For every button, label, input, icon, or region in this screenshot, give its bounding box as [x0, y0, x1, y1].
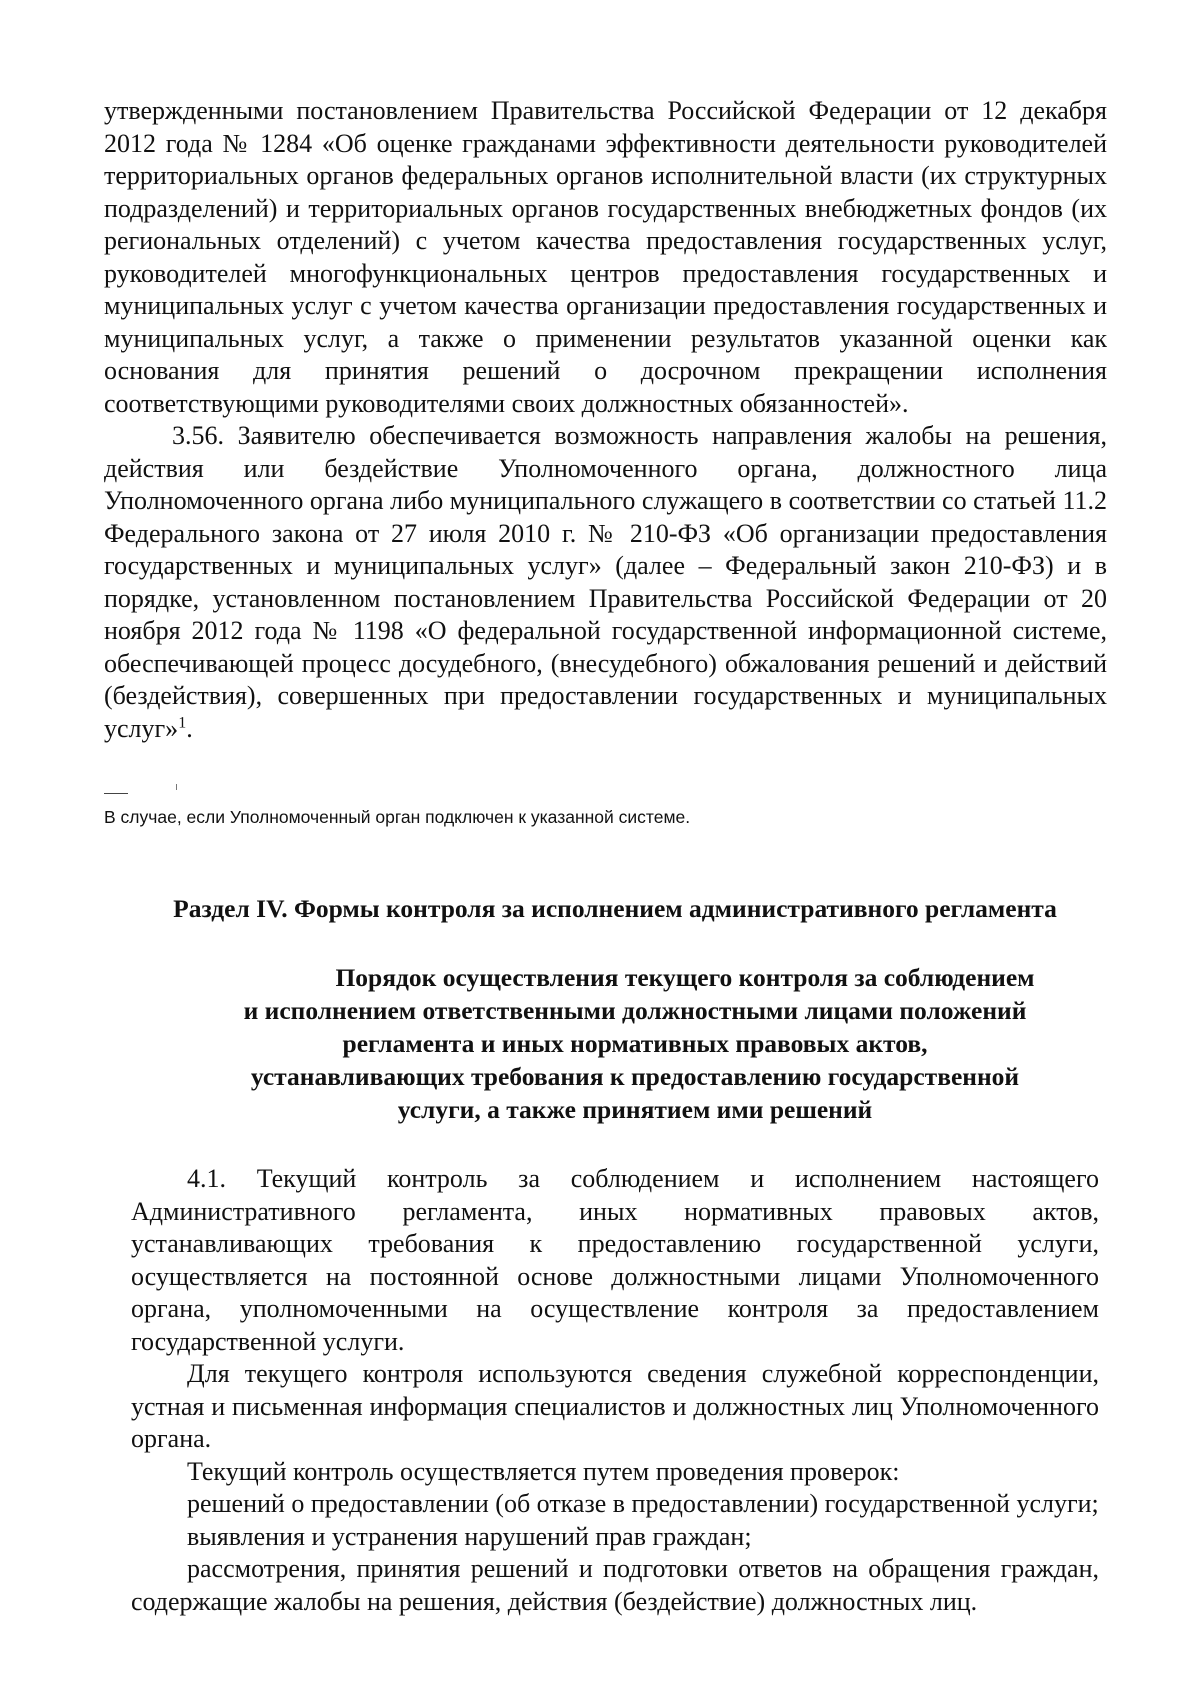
section-subtitle	[190, 961, 1080, 1126]
footnote-separator	[104, 793, 128, 794]
subtitle-line: регламента и иных нормативных правовых актов,	[342, 1029, 928, 1058]
paragraph-4-1: 4.1. Текущий контроль за соблюдением и исполнением настоящего Административного регламента, иных нормативных правовых актов, устанавливающих требования к предоставлению государственной услуги, осуществляется на постоянной основе должностными лицами Уполномоченного органа, уполномоченными на осуществление контроля за предоставлением государственной услуги.	[131, 1164, 1099, 1356]
subtitle-line: услуги, а также принятием ими решений	[397, 1095, 873, 1124]
check-item-violations: выявления и устранения нарушений прав граждан;	[187, 1521, 752, 1551]
lower-text-block	[131, 1163, 1099, 1618]
footnote-text: В случае, если Уполномоченный орган подключен к указанной системе.	[104, 807, 691, 827]
check-item-decisions: решений о предоставлении (об отказе в предоставлении) государственной услуги;	[187, 1489, 1099, 1518]
subtitle-line: и исполнением ответственными должностными лицами положений	[243, 996, 1027, 1025]
section-title: Раздел IV. Формы контроля за исполнением административного регламента	[173, 894, 1057, 923]
footnote-reference: 1	[178, 713, 187, 731]
check-item-appeals: рассмотрения, принятия решений и подготовки ответов на обращения граждан, содержащие жалобы на решения, действия (бездействие) должностных лиц.	[131, 1554, 1099, 1616]
subtitle-line: Порядок осуществления текущего контроля за соблюдением	[335, 963, 1035, 992]
upper-text-block	[104, 95, 1107, 745]
paragraph-checks-intro: Текущий контроль осуществляется путем проведения проверок:	[187, 1456, 900, 1486]
scan-mark	[176, 784, 177, 790]
paragraph-3-56-text: 3.56. Заявителю обеспечивается возможность направления жалобы на решения, действия или бездействие Уполномоченного органа, должностного лица Уполномоченного органа либо муниципального служащего в соответствии со статьей 11.2 Федерального закона от 27 июля 2010 г. № 210-ФЗ «Об организации предоставления государственных и муниципальных услуг» (далее – Федеральный закон 210-ФЗ) и в порядке, установленном постановлением Правительства Российской Федерации от 20 ноября 2012 года № 1198 «О федеральной государственной информационной системе, обеспечивающей процесс досудебного, (внесудебного) обжалования решений и действий (бездействия), совершенных при предоставлении государственных и муниципальных услуг»	[104, 421, 1107, 743]
subtitle-line: устанавливающих требования к предоставлению государственной	[250, 1062, 1020, 1091]
paragraph-3-56-end: .	[186, 713, 193, 743]
paragraph-sources: Для текущего контроля используются сведения служебной корреспонденции, устная и письменная информация специалистов и должностных лиц Уполномоченного органа.	[131, 1359, 1099, 1453]
continuation-paragraph: утвержденными постановлением Правительства Российской Федерации от 12 декабря 2012 года № 1284 «Об оценке гражданами эффективности деятельности руководителей территориальных органов федеральных органов исполнительной власти (их структурных подразделений) и территориальных органов государственных внебюджетных фондов (их региональных отделений) с учетом качества предоставления государственных услуг, руководителей многофункциональных центров предоставления государственных и муниципальных услуг с учетом качества организации предоставления государственных и муниципальных услуг, а также о применении результатов указанной оценки как основания для принятия решений о досрочном прекращении исполнения соответствующими руководителями своих должностных обязанностей».	[104, 96, 1107, 418]
paragraph-3-56	[104, 420, 1107, 745]
